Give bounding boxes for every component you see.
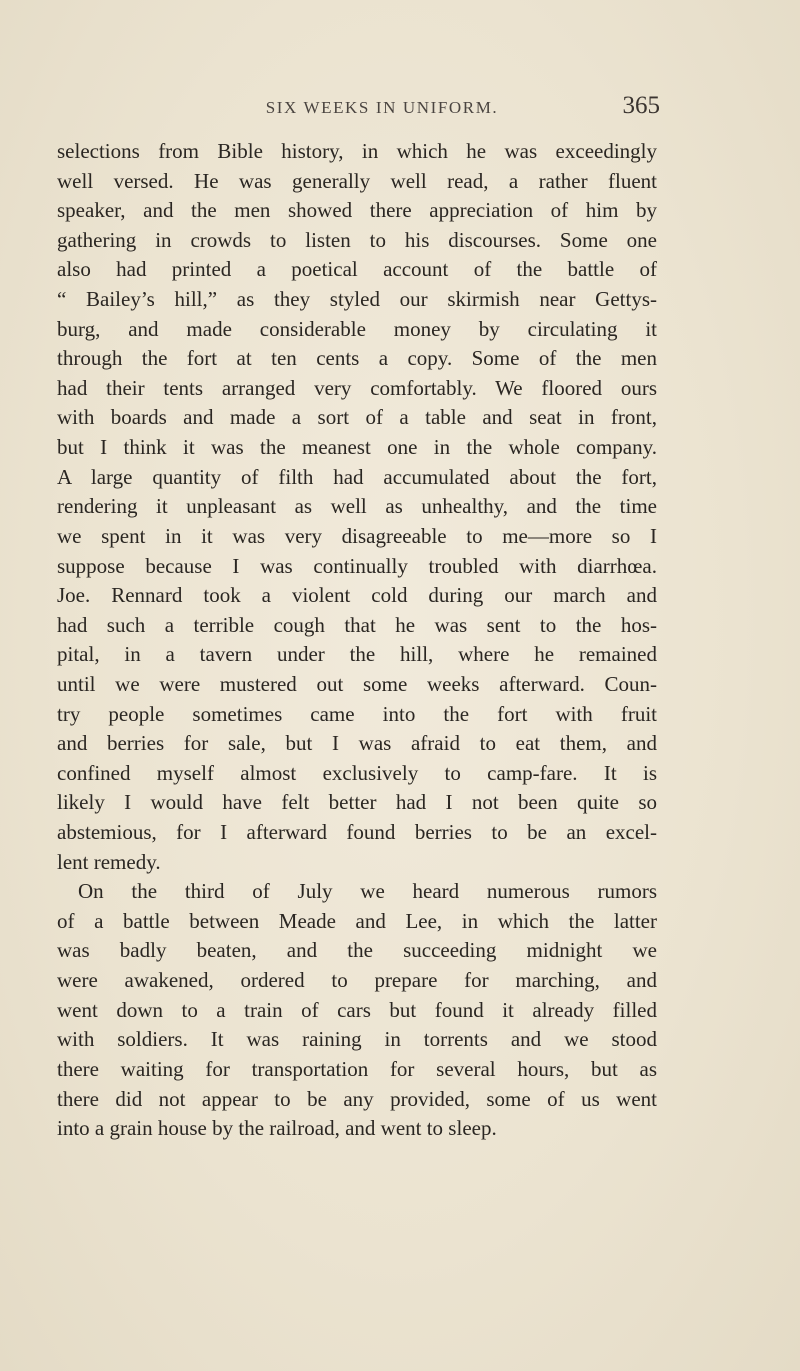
text-line: gathering in crowds to listen to his discourses. Some one — [57, 227, 657, 252]
page-number: 365 — [622, 92, 660, 119]
running-title: SIX WEEKS IN UNIFORM. — [265, 98, 499, 117]
text-line: lent remedy. — [57, 849, 161, 874]
text-line: had such a terrible cough that he was sent to the hos- — [57, 612, 657, 637]
text-line: A large quantity of filth had accumulated about the fort, — [57, 464, 657, 489]
text-line: “ Bailey’s hill,” as they styled our skirmish near Gettys- — [57, 287, 657, 312]
text-line: but I think it was the meanest one in the whole company. — [57, 435, 657, 460]
text-line: were awakened, ordered to prepare for marching, and — [57, 968, 657, 993]
text-line: rendering it unpleasant as well as unhealthy, and the time — [57, 494, 657, 519]
text-line: well versed. He was generally well read, a rather fluent — [57, 168, 657, 193]
text-line: had their tents arranged very comfortably. We floored ours — [57, 375, 657, 400]
text-line: of a battle between Meade and Lee, in which the latter — [57, 908, 657, 933]
text-line: On the third of July we heard numerous rumors — [78, 879, 657, 904]
text-line: suppose because I was continually troubled with diarrhœa. — [57, 553, 657, 578]
text-line: into a grain house by the railroad, and went to sleep. — [57, 1116, 497, 1141]
text-line: burg, and made considerable money by circulating it — [57, 316, 657, 341]
text-line: with soldiers. It was raining in torrents and we stood — [57, 1027, 657, 1052]
body-text — [57, 137, 657, 1144]
text-line: there waiting for transportation for several hours, but as — [57, 1056, 657, 1081]
text-line: Joe. Rennard took a violent cold during our march and — [57, 583, 657, 608]
text-line: and berries for sale, but I was afraid to eat them, and — [57, 731, 657, 756]
text-line: went down to a train of cars but found it already filled — [57, 997, 657, 1022]
text-line: abstemious, for I afterward found berries to be an excel- — [57, 820, 657, 845]
running-head — [108, 92, 660, 126]
text-line: we spent in it was very disagreeable to me—more so I — [57, 523, 657, 548]
text-line: pital, in a tavern under the hill, where he remained — [57, 642, 657, 667]
text-line: was badly beaten, and the succeeding midnight we — [57, 938, 657, 963]
text-line: selections from Bible history, in which he was exceedingly — [57, 139, 657, 163]
text-line: through the fort at ten cents a copy. Some of the men — [57, 346, 657, 371]
text-line: likely I would have felt better had I not been quite so — [57, 790, 657, 815]
text-line: until we were mustered out some weeks afterward. Coun- — [57, 671, 657, 696]
text-line: speaker, and the men showed there appreciation of him by — [57, 198, 657, 223]
text-line: try people sometimes came into the fort with fruit — [57, 701, 657, 726]
text-line: also had printed a poetical account of the battle of — [57, 257, 657, 282]
text-line: with boards and made a sort of a table and seat in front, — [57, 405, 657, 430]
text-line: there did not appear to be any provided, some of us went — [57, 1086, 657, 1111]
text-line: confined myself almost exclusively to camp-fare. It is — [57, 760, 657, 785]
